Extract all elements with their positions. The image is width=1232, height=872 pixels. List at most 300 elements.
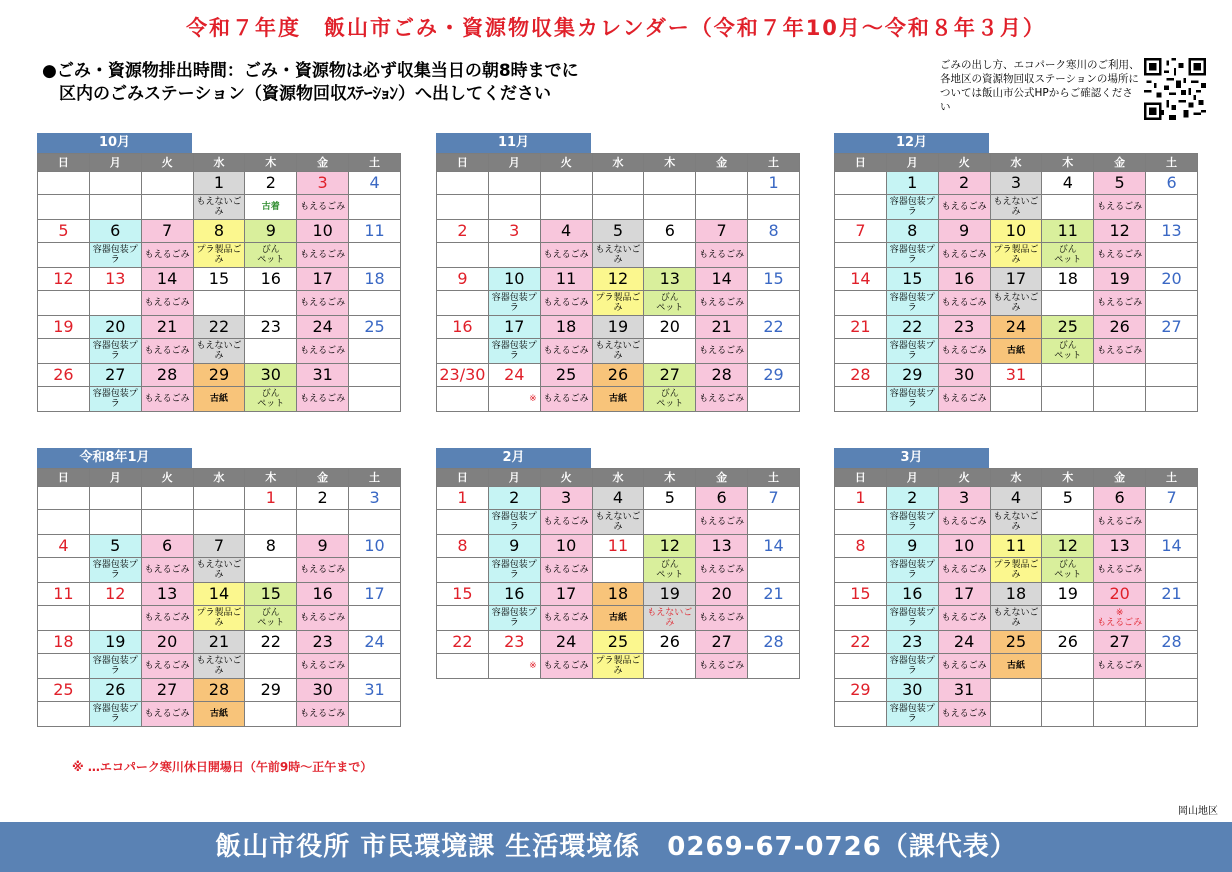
empty-cell [141,195,193,220]
collection-label [245,702,297,727]
weekday-cell: 月 [488,154,540,172]
collection-label: もえるごみ [1094,558,1146,583]
collection-label [748,291,800,316]
date-cell: 5 [644,487,696,510]
date-cell: 21 [1146,583,1198,606]
month-calendar-oct [37,133,401,412]
label-row [437,339,800,364]
date-cell: 1 [437,487,489,510]
collection-label: もえるごみ [1094,510,1146,535]
collection-label: もえるごみ [297,606,349,631]
collection-label: もえるごみ [696,510,748,535]
date-cell: 12 [1094,220,1146,243]
date-cell: 17 [990,268,1042,291]
date-cell: 13 [141,583,193,606]
weekday-header-row [38,154,401,172]
empty-cell [835,195,887,220]
date-row [38,535,401,558]
area-name: 岡山地区 [1178,806,1218,817]
date-cell: 14 [193,583,245,606]
date-cell: 16 [938,268,990,291]
date-cell: 27 [644,364,696,387]
collection-label: もえないごみ [592,510,644,535]
date-cell: 25 [990,631,1042,654]
collection-label [437,558,489,583]
collection-label: もえるごみ [297,243,349,268]
empty-cell [592,195,644,220]
weekday-cell: 金 [696,154,748,172]
date-cell: 31 [297,364,349,387]
collection-label: もえるごみ [297,702,349,727]
date-cell: 19 [592,316,644,339]
label-row [835,702,1198,727]
date-cell: 24 [488,364,540,387]
collection-label: もえるごみ [696,243,748,268]
collection-label: もえるごみ [141,243,193,268]
date-cell: 14 [696,268,748,291]
date-cell: 27 [89,364,141,387]
date-row [835,172,1198,195]
empty-cell [38,510,90,535]
collection-label [748,387,800,412]
date-cell: 5 [1042,487,1094,510]
label-row [38,243,401,268]
collection-label: 容器包装プラ [89,702,141,727]
collection-label: 古紙 [592,606,644,631]
date-cell: 8 [835,535,887,558]
collection-label: もえるごみ [297,195,349,220]
date-cell: 15 [245,583,297,606]
collection-label: もえるごみ [1094,339,1146,364]
date-cell: 14 [141,268,193,291]
weekday-cell: 水 [193,154,245,172]
empty-cell [1146,364,1198,387]
date-cell: 3 [488,220,540,243]
month-calendar-dec [834,133,1198,412]
empty-cell [141,487,193,510]
calendar-table [436,153,800,412]
date-cell: 19 [644,583,696,606]
collection-label: 容器包装プラ [89,558,141,583]
date-cell: 7 [748,487,800,510]
collection-label: もえるごみ [540,558,592,583]
date-cell: 22 [437,631,489,654]
empty-cell [437,172,489,195]
weekday-cell: 土 [1146,469,1198,487]
date-cell: 6 [141,535,193,558]
weekday-cell: 金 [1094,154,1146,172]
collection-label: 古紙 [193,387,245,412]
collection-label [437,654,489,679]
weekday-cell: 火 [141,154,193,172]
month-header: 10月 [37,133,192,153]
date-cell: 2 [245,172,297,195]
collection-label: ※ [488,654,540,679]
label-row [437,654,800,679]
label-row [437,510,800,535]
collection-label: もえるごみ [938,654,990,679]
collection-label: びん ペット [644,291,696,316]
empty-cell [644,172,696,195]
date-cell: 17 [349,583,401,606]
collection-label: もえないごみ [592,243,644,268]
collection-label: 容器包装プラ [89,243,141,268]
collection-label [38,654,90,679]
collection-label: もえるごみ [696,387,748,412]
date-cell: 9 [488,535,540,558]
date-cell: 3 [990,172,1042,195]
collection-label [38,339,90,364]
weekday-cell: 月 [886,469,938,487]
date-row [437,487,800,510]
date-cell: 26 [1094,316,1146,339]
date-cell: 12 [644,535,696,558]
collection-label: 容器包装プラ [488,558,540,583]
date-cell: 3 [540,487,592,510]
collection-label: もえないごみ [644,606,696,631]
date-row [38,487,401,510]
collection-label [1146,654,1198,679]
date-cell: 12 [1042,535,1094,558]
collection-label: 古着 [245,195,297,220]
date-cell: 29 [748,364,800,387]
collection-label: もえるごみ [540,243,592,268]
date-cell: 13 [696,535,748,558]
weekday-cell: 火 [540,469,592,487]
date-row [835,364,1198,387]
collection-label: プラ製品ごみ [193,606,245,631]
date-cell: 30 [886,679,938,702]
collection-label: もえないごみ [193,558,245,583]
collection-label: もえるごみ [1094,654,1146,679]
date-cell: 17 [488,316,540,339]
date-cell: 13 [1146,220,1198,243]
empty-cell [1094,364,1146,387]
date-cell: 21 [748,583,800,606]
collection-label [748,195,800,220]
calendar-table [37,153,401,412]
collection-label [835,291,887,316]
footnote: ※ …エコパーク寒川休日開場日（午前9時～正午まで） [72,760,373,774]
date-cell: 29 [886,364,938,387]
notice-line-2: 区内のごみステーション（資源物回収ｽﾃｰｼｮﾝ）へ出してください [42,84,551,104]
collection-label: もえないごみ [990,195,1042,220]
collection-label: もえるごみ [938,195,990,220]
weekday-cell: 月 [89,469,141,487]
date-cell: 7 [835,220,887,243]
collection-label: もえるごみ [297,387,349,412]
weekday-cell: 月 [89,154,141,172]
weekday-cell: 土 [748,154,800,172]
collection-label: 容器包装プラ [488,339,540,364]
empty-cell [488,195,540,220]
label-row [437,195,800,220]
date-row [38,364,401,387]
month-header: 令和8年1月 [37,448,192,468]
collection-label [748,339,800,364]
date-cell: 6 [644,220,696,243]
date-cell: 8 [886,220,938,243]
empty-cell [540,195,592,220]
empty-cell [1094,679,1146,702]
date-cell: 20 [89,316,141,339]
collection-label [1042,510,1094,535]
collection-label [1042,606,1094,631]
date-cell: 13 [1094,535,1146,558]
date-cell: 7 [193,535,245,558]
date-cell: 19 [1042,583,1094,606]
collection-label: もえるごみ [141,339,193,364]
date-cell: 28 [748,631,800,654]
collection-label: 容器包装プラ [488,510,540,535]
collection-label: もえるごみ [141,291,193,316]
qr-code-icon [1144,58,1206,120]
date-cell: 5 [38,220,90,243]
collection-label [245,558,297,583]
date-cell: 14 [748,535,800,558]
collection-label: 容器包装プラ [886,606,938,631]
date-cell: 19 [89,631,141,654]
date-cell: 26 [89,679,141,702]
date-cell: 23/30 [437,364,489,387]
collection-label [748,243,800,268]
date-cell: 3 [349,487,401,510]
date-row [38,631,401,654]
date-cell: 24 [938,631,990,654]
date-cell: 27 [1094,631,1146,654]
collection-label: もえるごみ [1094,243,1146,268]
collection-label [437,339,489,364]
collection-label: 容器包装プラ [886,339,938,364]
disposal-time-notice [42,60,579,106]
date-cell: 22 [245,631,297,654]
collection-label [748,606,800,631]
collection-label: プラ製品ごみ [990,243,1042,268]
date-cell: 9 [437,268,489,291]
month-header: 3月 [834,448,989,468]
month-header: 11月 [436,133,591,153]
date-cell: 21 [141,316,193,339]
weekday-cell: 木 [644,469,696,487]
collection-label: もえるごみ [297,654,349,679]
date-cell: 24 [297,316,349,339]
date-cell: 12 [89,583,141,606]
collection-label: もえるごみ [540,387,592,412]
month-calendar-mar [834,448,1198,727]
date-cell: 16 [886,583,938,606]
collection-label: もえるごみ [938,702,990,727]
collection-label [297,510,349,535]
collection-label: もえるごみ [540,510,592,535]
month-header: 12月 [834,133,989,153]
weekday-header-row [437,469,800,487]
weekday-cell: 火 [938,154,990,172]
date-cell: 12 [38,268,90,291]
empty-cell [193,487,245,510]
date-cell: 20 [1146,268,1198,291]
date-cell: 24 [349,631,401,654]
collection-label [748,510,800,535]
date-cell: 18 [990,583,1042,606]
empty-cell [1042,702,1094,727]
weekday-cell: 火 [540,154,592,172]
calendar-table [37,468,401,727]
label-row [38,510,401,535]
label-row [38,654,401,679]
date-cell: 10 [540,535,592,558]
collection-label: 容器包装プラ [886,291,938,316]
label-row [437,243,800,268]
collection-label [835,654,887,679]
label-row [835,387,1198,412]
collection-label [89,606,141,631]
empty-cell [1042,679,1094,702]
collection-label: 古紙 [193,702,245,727]
collection-label [349,510,401,535]
date-cell: 26 [1042,631,1094,654]
collection-label: 古紙 [990,339,1042,364]
label-row [835,291,1198,316]
date-cell: 2 [938,172,990,195]
collection-label: もえるごみ [540,339,592,364]
date-cell: 19 [1094,268,1146,291]
date-cell: 20 [644,316,696,339]
label-row [835,510,1198,535]
date-row [835,631,1198,654]
date-cell: 1 [748,172,800,195]
label-row [38,558,401,583]
contact-footer: 飯山市役所 市民環境課 生活環境係 0269-67-0726（課代表） [0,822,1232,872]
weekday-cell: 土 [349,154,401,172]
collection-label: 容器包装プラ [886,558,938,583]
weekday-cell: 日 [38,469,90,487]
empty-cell [1094,387,1146,412]
label-row [835,606,1198,631]
collection-label: もえるごみ [540,291,592,316]
date-cell: 11 [38,583,90,606]
date-cell: 2 [886,487,938,510]
date-cell: 2 [437,220,489,243]
label-row [835,654,1198,679]
label-row [38,702,401,727]
date-cell: 18 [38,631,90,654]
weekday-cell: 水 [193,469,245,487]
collection-label [89,291,141,316]
collection-label [990,387,1042,412]
date-cell: 28 [696,364,748,387]
date-cell: 26 [38,364,90,387]
collection-label: もえるごみ [297,558,349,583]
weekday-cell: 木 [644,154,696,172]
date-cell: 10 [349,535,401,558]
collection-label [748,654,800,679]
collection-label [1042,291,1094,316]
date-cell: 16 [297,583,349,606]
empty-cell [990,702,1042,727]
collection-label: もえるごみ [141,654,193,679]
date-cell: 30 [938,364,990,387]
date-cell: 30 [245,364,297,387]
website-note: ごみの出し方、エコパーク寒川のご利用、各地区の資源物回収ステーションの場所については飯山市公式HPからご確認ください [940,59,1140,113]
date-cell: 15 [835,583,887,606]
collection-label [835,243,887,268]
date-cell: 28 [835,364,887,387]
collection-label: 容器包装プラ [488,606,540,631]
empty-cell [38,172,90,195]
collection-label [488,243,540,268]
collection-label: 容器包装プラ [886,387,938,412]
collection-label: もえないごみ [193,654,245,679]
empty-cell [38,195,90,220]
collection-label: びん ペット [644,387,696,412]
collection-label [349,702,401,727]
collection-label [835,702,887,727]
date-cell: 11 [592,535,644,558]
collection-label: プラ製品ごみ [990,558,1042,583]
collection-label: もえないごみ [193,339,245,364]
date-cell: 22 [886,316,938,339]
collection-label: びん ペット [1042,243,1094,268]
date-cell: 4 [1042,172,1094,195]
weekday-cell: 金 [297,469,349,487]
date-row [437,535,800,558]
date-cell: 11 [349,220,401,243]
collection-label [1146,195,1198,220]
weekday-cell: 木 [1042,154,1094,172]
weekday-cell: 金 [297,154,349,172]
date-row [835,583,1198,606]
label-row [437,291,800,316]
date-cell: 28 [141,364,193,387]
collection-label: 容器包装プラ [89,654,141,679]
date-cell: 16 [488,583,540,606]
weekday-cell: 火 [938,469,990,487]
weekday-cell: 土 [1146,154,1198,172]
date-cell: 3 [938,487,990,510]
date-cell: 15 [193,268,245,291]
weekday-header-row [437,154,800,172]
empty-cell [349,364,401,387]
date-cell: 20 [141,631,193,654]
empty-cell [696,172,748,195]
collection-label [38,243,90,268]
date-cell: 28 [1146,631,1198,654]
empty-cell [1042,364,1094,387]
date-cell: 21 [696,316,748,339]
collection-label [349,654,401,679]
label-row [437,387,800,412]
date-cell: 22 [193,316,245,339]
date-cell: 6 [1146,172,1198,195]
empty-cell [696,195,748,220]
date-row [437,316,800,339]
collection-label: もえるごみ [696,654,748,679]
collection-label: もえるごみ [938,510,990,535]
collection-label: もえないごみ [990,291,1042,316]
date-cell: 11 [990,535,1042,558]
date-row [437,268,800,291]
date-cell: 18 [1042,268,1094,291]
date-cell: 15 [748,268,800,291]
date-cell: 6 [1094,487,1146,510]
notice-line-1: ●ごみ・資源物排出時間：ごみ・資源物は必ず収集当日の朝8時までに [42,61,579,81]
date-cell: 18 [349,268,401,291]
date-cell: 12 [592,268,644,291]
date-cell: 23 [938,316,990,339]
date-cell: 25 [38,679,90,702]
date-cell: 29 [193,364,245,387]
date-cell: 27 [1146,316,1198,339]
